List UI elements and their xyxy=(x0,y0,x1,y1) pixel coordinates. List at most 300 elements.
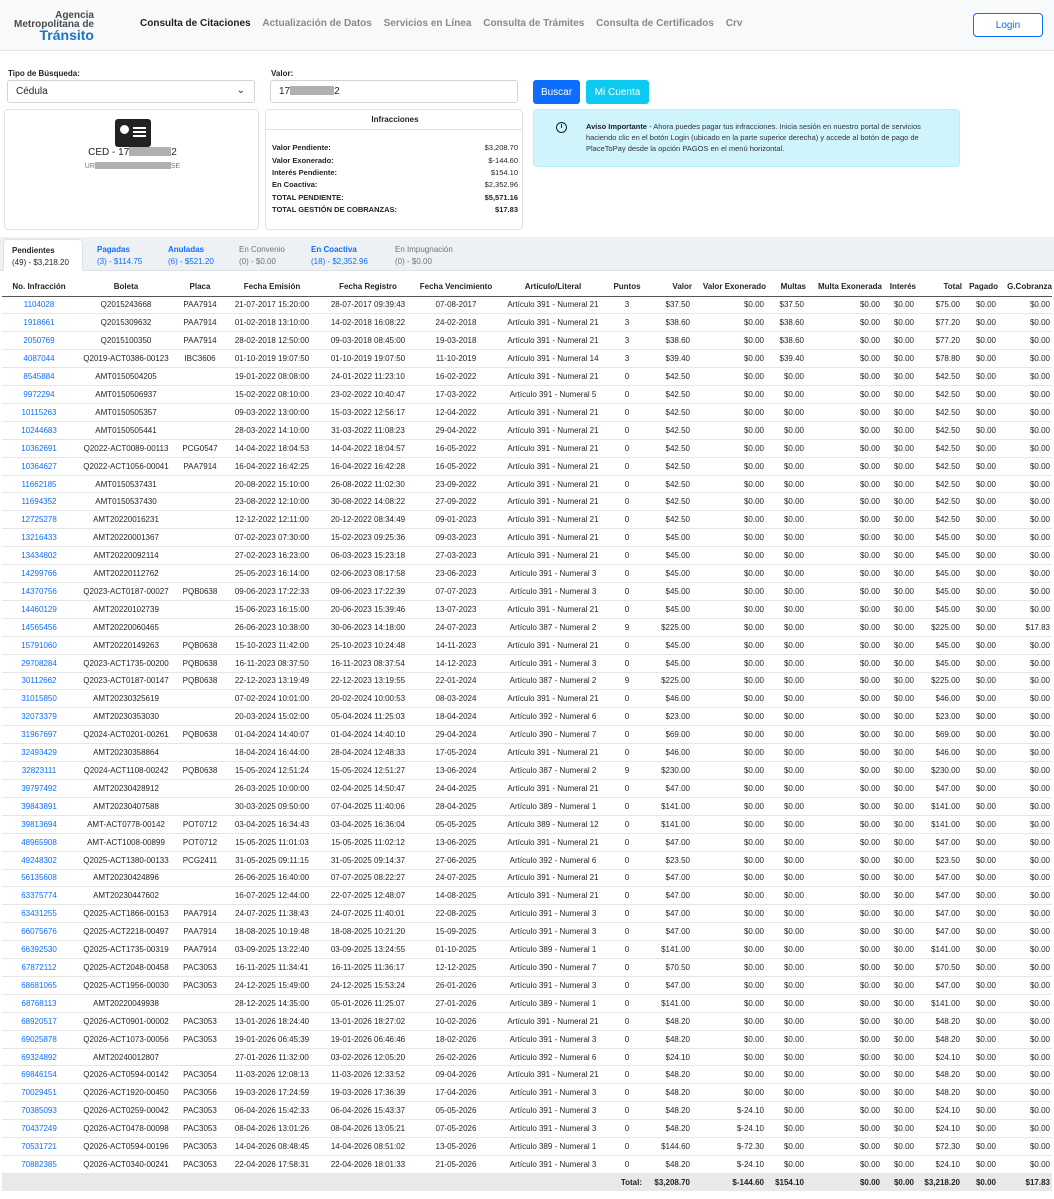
col-boleta-cell: Q2026-ACT0340-00241 xyxy=(76,1156,176,1174)
col-placa-cell: PAA7914 xyxy=(176,314,224,332)
col-valor-cell: $42.50 xyxy=(644,439,692,457)
infraccion-link[interactable]: 69846154 xyxy=(2,1066,76,1084)
total-cobranza: $17.83 xyxy=(998,1173,1052,1191)
col-pagado-cell: $0.00 xyxy=(962,762,998,780)
col-articulo-cell: Artículo 391 - Numeral 21 xyxy=(496,887,610,905)
col-puntos-cell: 0 xyxy=(610,726,644,744)
nav-crv[interactable]: Crv xyxy=(725,18,743,29)
col-placa-cell xyxy=(176,547,224,565)
col-fecha-emision-cell: 19-03-2026 17:24:59 xyxy=(224,1084,320,1102)
col-multas-cell: $0.00 xyxy=(766,779,806,797)
col-fecha-registro-cell: 31-05-2025 09:14:37 xyxy=(320,851,416,869)
col-placa-cell: PAC3056 xyxy=(176,1084,224,1102)
infraccion-link[interactable]: 8545884 xyxy=(2,368,76,386)
col-valor-cell: $48.20 xyxy=(644,1012,692,1030)
col-cobranza-cell: $0.00 xyxy=(998,905,1052,923)
col-valor-exonerado-cell: $0.00 xyxy=(692,1030,766,1048)
search-value-input[interactable] xyxy=(270,80,518,103)
col-cobranza-cell: $0.00 xyxy=(998,726,1052,744)
col-fecha-emision-cell: 12-12-2022 12:11:00 xyxy=(224,511,320,529)
col-pagado-cell: $0.00 xyxy=(962,959,998,977)
table-row xyxy=(2,1138,1052,1156)
col-valor-cell: $48.20 xyxy=(644,1084,692,1102)
col-fecha-registro-cell: 14-04-2022 18:04:57 xyxy=(320,439,416,457)
mi-cuenta-button[interactable]: Mi Cuenta xyxy=(586,80,649,104)
col-total-cell: $45.00 xyxy=(916,547,962,565)
col-multas-cell: $0.00 xyxy=(766,1102,806,1120)
infraccion-link[interactable]: 11694352 xyxy=(2,493,76,511)
table-row xyxy=(2,976,1052,994)
col-articulo-cell: Artículo 391 - Numeral 21 xyxy=(496,368,610,386)
infraccion-link[interactable]: 70385093 xyxy=(2,1102,76,1120)
infraccion-link[interactable]: 70882385 xyxy=(2,1156,76,1174)
col-puntos-cell: 0 xyxy=(610,529,644,547)
infraccion-link[interactable]: 10115263 xyxy=(2,403,76,421)
col-puntos-cell: 0 xyxy=(610,368,644,386)
col-boleta-cell: AMT20220060465 xyxy=(76,618,176,636)
col-total-cell: $77.20 xyxy=(916,314,962,332)
col-multa-exonerada-cell: $0.00 xyxy=(806,493,882,511)
col-multa-exonerada-cell: $0.00 xyxy=(806,797,882,815)
col-cobranza-cell: $0.00 xyxy=(998,1138,1052,1156)
col-placa-cell: PQB0638 xyxy=(176,672,224,690)
infraccion-link[interactable]: 48965908 xyxy=(2,833,76,851)
col-fecha-vencimiento-cell: 17-03-2022 xyxy=(416,386,496,404)
col-total-cell: $77.20 xyxy=(916,332,962,350)
col-puntos-cell: 0 xyxy=(610,439,644,457)
col-multas-cell: $0.00 xyxy=(766,1048,806,1066)
col-cobranza-cell: $0.00 xyxy=(998,994,1052,1012)
col-pagado-cell: $0.00 xyxy=(962,332,998,350)
col-multas-cell: $0.00 xyxy=(766,690,806,708)
summary-total-cobranzas: TOTAL GESTIÓN DE COBRANZAS: $17.83 xyxy=(272,205,518,214)
table-row xyxy=(2,797,1052,815)
col-fecha-emision-cell: 28-12-2025 14:35:00 xyxy=(224,994,320,1012)
col-cobranza-cell: $0.00 xyxy=(998,779,1052,797)
col-interes-cell: $0.00 xyxy=(882,869,916,887)
col-valor-exonerado-cell: $0.00 xyxy=(692,565,766,583)
col-multa-exonerada-cell: $0.00 xyxy=(806,959,882,977)
col-total-cell: $225.00 xyxy=(916,672,962,690)
col-boleta-cell: AMT20230424896 xyxy=(76,869,176,887)
infraccion-link[interactable]: 49248302 xyxy=(2,851,76,869)
col-total-cell: $42.50 xyxy=(916,386,962,404)
col-fecha-vencimiento-cell: 24-07-2023 xyxy=(416,618,496,636)
col-puntos-cell: 0 xyxy=(610,851,644,869)
col-pagado-cell: $0.00 xyxy=(962,636,998,654)
tab-anuladas[interactable]: Anuladas (6) - $521.20 xyxy=(168,245,214,266)
col-multa-exonerada-cell: $0.00 xyxy=(806,762,882,780)
nav-actualizacion-datos[interactable]: Actualización de Datos xyxy=(262,18,372,29)
infraccion-link[interactable]: 14299766 xyxy=(2,565,76,583)
col-cobranza-cell: $0.00 xyxy=(998,869,1052,887)
infraccion-link[interactable]: 10364627 xyxy=(2,457,76,475)
col-valor-exonerado-cell: $0.00 xyxy=(692,296,766,314)
col-puntos-cell: 0 xyxy=(610,905,644,923)
infraccion-link[interactable]: 39797492 xyxy=(2,779,76,797)
col-boleta-cell: Q2026-ACT0478-00098 xyxy=(76,1120,176,1138)
col-valor-cell: $42.50 xyxy=(644,493,692,511)
nav-servicios-linea[interactable]: Servicios en Línea xyxy=(383,18,472,29)
infraccion-link[interactable]: 32493429 xyxy=(2,744,76,762)
infraccion-link[interactable]: 70437249 xyxy=(2,1120,76,1138)
id-number xyxy=(5,147,260,158)
col-cobranza-cell: $0.00 xyxy=(998,690,1052,708)
col-multa-exonerada-cell: $0.00 xyxy=(806,708,882,726)
col-articulo-cell: Artículo 391 - Numeral 3 xyxy=(496,1084,610,1102)
col-boleta-cell: Q2022-ACT0089-00113 xyxy=(76,439,176,457)
col-multa-exonerada-cell: $0.00 xyxy=(806,1048,882,1066)
col-cobranza-cell: $0.00 xyxy=(998,1012,1052,1030)
infraccion-link[interactable]: 13434802 xyxy=(2,547,76,565)
col-total-cell: $70.50 xyxy=(916,959,962,977)
nav-consulta-citaciones[interactable]: Consulta de Citaciones xyxy=(140,18,251,29)
col-placa-cell xyxy=(176,797,224,815)
col-fecha-emision-cell: 07-02-2024 10:01:00 xyxy=(224,690,320,708)
col-cobranza-cell: $0.00 xyxy=(998,350,1052,368)
col-placa-cell xyxy=(176,744,224,762)
col-placa-cell: PQB0638 xyxy=(176,583,224,601)
col-pagado-cell: $0.00 xyxy=(962,869,998,887)
infraccion-link[interactable]: 11662185 xyxy=(2,475,76,493)
col-boleta-cell: AMT20220149263 xyxy=(76,636,176,654)
col-multa-exonerada-cell: $0.00 xyxy=(806,672,882,690)
col-multa-exonerada-cell: $0.00 xyxy=(806,994,882,1012)
col-interes-cell: $0.00 xyxy=(882,1156,916,1174)
col-articulo-cell: Artículo 387 - Numeral 2 xyxy=(496,762,610,780)
table-row xyxy=(2,386,1052,404)
col-pagado-cell: $0.00 xyxy=(962,1030,998,1048)
col-multas-cell: $0.00 xyxy=(766,1138,806,1156)
infraccion-link[interactable]: 1104028 xyxy=(2,296,76,314)
col-placa-cell xyxy=(176,779,224,797)
infracciones-table-wrapper xyxy=(2,278,1052,1191)
infraccion-link[interactable]: 14565456 xyxy=(2,618,76,636)
col-boleta-cell: Q2015100350 xyxy=(76,332,176,350)
infraccion-link[interactable]: 32073379 xyxy=(2,708,76,726)
col-valor-cell: $45.00 xyxy=(644,600,692,618)
col-valor-cell: $23.00 xyxy=(644,708,692,726)
col-multa-exonerada-header: Multa Exonerada xyxy=(806,278,882,296)
col-cobranza-cell: $0.00 xyxy=(998,1120,1052,1138)
nav-consulta-tramites[interactable]: Consulta de Trámites xyxy=(483,18,585,29)
col-valor-exonerado-cell: $0.00 xyxy=(692,439,766,457)
infraccion-link[interactable]: 69324892 xyxy=(2,1048,76,1066)
col-interes-cell: $0.00 xyxy=(882,511,916,529)
col-cobranza-cell: $0.00 xyxy=(998,636,1052,654)
col-interes-cell: $0.00 xyxy=(882,583,916,601)
table-row xyxy=(2,511,1052,529)
col-multa-exonerada-cell: $0.00 xyxy=(806,421,882,439)
col-valor-cell: $48.20 xyxy=(644,1156,692,1174)
id-name-prefix: UR xyxy=(84,163,95,170)
col-puntos-cell: 0 xyxy=(610,1048,644,1066)
col-puntos-cell: 0 xyxy=(610,1066,644,1084)
col-fecha-vencimiento-cell: 27-06-2025 xyxy=(416,851,496,869)
col-multas-cell: $0.00 xyxy=(766,887,806,905)
col-no-infraccion-header: No. Infracción xyxy=(2,278,76,296)
col-fecha-emision-cell: 14-04-2022 18:04:53 xyxy=(224,439,320,457)
col-fecha-vencimiento-cell: 07-07-2023 xyxy=(416,583,496,601)
col-articulo-cell: Artículo 391 - Numeral 21 xyxy=(496,493,610,511)
col-multa-exonerada-cell: $0.00 xyxy=(806,565,882,583)
infraccion-link[interactable]: 1918661 xyxy=(2,314,76,332)
col-puntos-cell: 0 xyxy=(610,421,644,439)
infraccion-link[interactable]: 39843891 xyxy=(2,797,76,815)
col-multas-cell: $0.00 xyxy=(766,547,806,565)
infraccion-link[interactable]: 12725278 xyxy=(2,511,76,529)
col-cobranza-cell: $0.00 xyxy=(998,511,1052,529)
col-fecha-vencimiento-cell: 23-06-2023 xyxy=(416,565,496,583)
col-multas-cell: $0.00 xyxy=(766,797,806,815)
col-fecha-emision-cell: 20-03-2024 15:02:00 xyxy=(224,708,320,726)
col-interes-cell: $0.00 xyxy=(882,941,916,959)
table-row xyxy=(2,941,1052,959)
total-label: Total: xyxy=(2,1173,644,1191)
col-multas-cell: $37.50 xyxy=(766,296,806,314)
col-fecha-vencimiento-cell: 19-03-2018 xyxy=(416,332,496,350)
col-fecha-vencimiento-cell: 14-11-2023 xyxy=(416,636,496,654)
col-valor-exonerado-cell: $0.00 xyxy=(692,797,766,815)
col-fecha-vencimiento-cell: 05-05-2025 xyxy=(416,815,496,833)
infraccion-link[interactable]: 67872112 xyxy=(2,959,76,977)
col-interes-cell: $0.00 xyxy=(882,654,916,672)
col-multas-cell: $0.00 xyxy=(766,403,806,421)
id-name-suffix: SE xyxy=(170,163,181,170)
col-fecha-registro-cell: 07-04-2025 11:40:06 xyxy=(320,797,416,815)
tab-pendientes[interactable]: Pendientes (49) - $3,218.20 xyxy=(3,239,83,271)
col-fecha-registro-cell: 09-03-2018 08:45:00 xyxy=(320,332,416,350)
col-valor-exonerado-cell: $0.00 xyxy=(692,654,766,672)
col-fecha-vencimiento-cell: 29-04-2024 xyxy=(416,726,496,744)
infraccion-link[interactable]: 14460129 xyxy=(2,600,76,618)
col-interes-cell: $0.00 xyxy=(882,565,916,583)
col-boleta-cell: Q2023-ACT0187-00027 xyxy=(76,583,176,601)
col-multa-exonerada-cell: $0.00 xyxy=(806,529,882,547)
col-puntos-cell: 0 xyxy=(610,869,644,887)
col-interes-cell: $0.00 xyxy=(882,994,916,1012)
amt-logo[interactable] xyxy=(13,10,97,43)
col-valor-cell: $45.00 xyxy=(644,547,692,565)
infraccion-link[interactable]: 56135608 xyxy=(2,869,76,887)
nav-links xyxy=(140,18,751,29)
infraccion-link[interactable]: 30112662 xyxy=(2,672,76,690)
infraccion-link[interactable]: 70531721 xyxy=(2,1138,76,1156)
infraccion-link[interactable]: 63375774 xyxy=(2,887,76,905)
col-total-cell: $24.10 xyxy=(916,1048,962,1066)
col-valor-exonerado-cell: $0.00 xyxy=(692,708,766,726)
infraccion-link[interactable]: 4087044 xyxy=(2,350,76,368)
col-boleta-cell: Q2026-ACT0594-00142 xyxy=(76,1066,176,1084)
col-multas-cell: $0.00 xyxy=(766,618,806,636)
col-total-cell: $48.20 xyxy=(916,1012,962,1030)
col-cobranza-cell: $0.00 xyxy=(998,1066,1052,1084)
infraccion-link[interactable]: 10362691 xyxy=(2,439,76,457)
col-fecha-registro-cell: 03-02-2026 12:05:20 xyxy=(320,1048,416,1066)
col-interes-cell: $0.00 xyxy=(882,1030,916,1048)
col-boleta-cell: Q2025-ACT1956-00030 xyxy=(76,976,176,994)
col-fecha-emision-cell: 06-04-2026 15:42:33 xyxy=(224,1102,320,1120)
col-placa-cell xyxy=(176,887,224,905)
col-total-cell: $69.00 xyxy=(916,726,962,744)
col-valor-cell: $37.50 xyxy=(644,296,692,314)
col-placa-cell: PAA7914 xyxy=(176,941,224,959)
infraccion-link[interactable]: 29708284 xyxy=(2,654,76,672)
col-fecha-registro-cell: 20-02-2024 10:00:53 xyxy=(320,690,416,708)
col-articulo-cell: Artículo 391 - Numeral 21 xyxy=(496,511,610,529)
col-valor-exonerado-cell: $0.00 xyxy=(692,905,766,923)
col-multa-exonerada-cell: $0.00 xyxy=(806,439,882,457)
infraccion-link[interactable]: 68681065 xyxy=(2,976,76,994)
col-fecha-emision-cell: 15-05-2024 12:51:24 xyxy=(224,762,320,780)
col-total-cell: $45.00 xyxy=(916,654,962,672)
col-pagado-cell: $0.00 xyxy=(962,815,998,833)
col-fecha-registro-cell: 28-07-2017 09:39:43 xyxy=(320,296,416,314)
infraccion-link[interactable]: 69025878 xyxy=(2,1030,76,1048)
col-puntos-cell: 0 xyxy=(610,583,644,601)
infraccion-link[interactable]: 10244683 xyxy=(2,421,76,439)
col-total-cell: $45.00 xyxy=(916,583,962,601)
table-row xyxy=(2,368,1052,386)
col-valor-exonerado-cell: $0.00 xyxy=(692,833,766,851)
col-fecha-vencimiento-cell: 13-07-2023 xyxy=(416,600,496,618)
col-fecha-emision-cell: 08-04-2026 13:01:26 xyxy=(224,1120,320,1138)
col-fecha-registro-cell: 01-10-2019 19:07:50 xyxy=(320,350,416,368)
table-row xyxy=(2,905,1052,923)
col-cobranza-cell: $0.00 xyxy=(998,314,1052,332)
login-button[interactable]: Login xyxy=(973,13,1043,37)
infracciones-table xyxy=(2,278,1052,1191)
infraccion-link[interactable]: 2050769 xyxy=(2,332,76,350)
infraccion-link[interactable]: 15791060 xyxy=(2,636,76,654)
col-valor-cell: $42.50 xyxy=(644,511,692,529)
table-row xyxy=(2,332,1052,350)
col-valor-cell: $48.20 xyxy=(644,1030,692,1048)
col-boleta-cell: Q2026-ACT0901-00002 xyxy=(76,1012,176,1030)
col-puntos-cell: 0 xyxy=(610,976,644,994)
status-tabs xyxy=(0,237,1054,271)
infraccion-link[interactable]: 39813694 xyxy=(2,815,76,833)
col-valor-cell: $42.50 xyxy=(644,421,692,439)
col-articulo-cell: Artículo 391 - Numeral 21 xyxy=(496,421,610,439)
col-fecha-emision-cell: 24-12-2025 15:49:00 xyxy=(224,976,320,994)
col-articulo-cell: Artículo 391 - Numeral 21 xyxy=(496,457,610,475)
col-placa-cell: PAC3053 xyxy=(176,1156,224,1174)
tab-pagadas[interactable]: Pagadas (3) - $114.75 xyxy=(97,245,143,266)
infraccion-link[interactable]: 66075676 xyxy=(2,923,76,941)
total-exonerado: $-144.60 xyxy=(692,1173,766,1191)
col-interes-cell: $0.00 xyxy=(882,1102,916,1120)
col-valor-cell: $47.00 xyxy=(644,923,692,941)
col-fecha-emision-cell: 16-11-2025 11:34:41 xyxy=(224,959,320,977)
table-row xyxy=(2,1102,1052,1120)
col-fecha-vencimiento-cell: 21-05-2026 xyxy=(416,1156,496,1174)
tab-en-convenio[interactable]: En Convenio (0) - $0.00 xyxy=(239,245,285,266)
col-placa-cell: POT0712 xyxy=(176,833,224,851)
col-multa-exonerada-cell: $0.00 xyxy=(806,815,882,833)
col-articulo-cell: Artículo 391 - Numeral 21 xyxy=(496,1012,610,1030)
col-pagado-cell: $0.00 xyxy=(962,976,998,994)
buscar-button[interactable]: Buscar xyxy=(533,80,580,104)
col-fecha-registro-cell: 22-04-2026 18:01:33 xyxy=(320,1156,416,1174)
col-multa-exonerada-cell: $0.00 xyxy=(806,851,882,869)
nav-consulta-certificados[interactable]: Consulta de Certificados xyxy=(596,18,714,29)
col-articulo-cell: Artículo 391 - Numeral 21 xyxy=(496,296,610,314)
col-fecha-registro-cell: 15-05-2024 12:51:27 xyxy=(320,762,416,780)
table-row xyxy=(2,1120,1052,1138)
table-row xyxy=(2,421,1052,439)
total-pagado: $0.00 xyxy=(962,1173,998,1191)
infraccion-link[interactable]: 68920517 xyxy=(2,1012,76,1030)
col-fecha-registro-cell: 14-04-2026 08:51:02 xyxy=(320,1138,416,1156)
col-articulo-cell: Artículo 391 - Numeral 3 xyxy=(496,1156,610,1174)
col-pagado-cell: $0.00 xyxy=(962,1048,998,1066)
col-valor-cell: $47.00 xyxy=(644,905,692,923)
infraccion-link[interactable]: 66392530 xyxy=(2,941,76,959)
col-total-cell: $46.00 xyxy=(916,690,962,708)
col-valor-cell: $47.00 xyxy=(644,833,692,851)
col-pagado-cell: $0.00 xyxy=(962,529,998,547)
infraccion-link[interactable]: 32823111 xyxy=(2,762,76,780)
col-valor-cell: $23.50 xyxy=(644,851,692,869)
table-row xyxy=(2,529,1052,547)
col-fecha-emision-cell: 26-03-2025 10:00:00 xyxy=(224,779,320,797)
col-pagado-cell: $0.00 xyxy=(962,941,998,959)
col-valor-exonerado-cell: $0.00 xyxy=(692,386,766,404)
col-articulo-cell: Artículo 391 - Numeral 21 xyxy=(496,636,610,654)
col-multas-cell: $0.00 xyxy=(766,511,806,529)
infraccion-link[interactable]: 14370756 xyxy=(2,583,76,601)
col-boleta-cell: Q2015309632 xyxy=(76,314,176,332)
table-row xyxy=(2,690,1052,708)
col-total-cell: $47.00 xyxy=(916,779,962,797)
col-multa-exonerada-cell: $0.00 xyxy=(806,1012,882,1030)
col-boleta-cell: Q2026-ACT0594-00196 xyxy=(76,1138,176,1156)
infraccion-link[interactable]: 31967697 xyxy=(2,726,76,744)
col-boleta-cell: AMT-ACT1008-00899 xyxy=(76,833,176,851)
table-row xyxy=(2,1066,1052,1084)
infraccion-link[interactable]: 31015850 xyxy=(2,690,76,708)
table-row xyxy=(2,439,1052,457)
col-boleta-cell: Q2024-ACT1108-00242 xyxy=(76,762,176,780)
col-total-cell: $45.00 xyxy=(916,600,962,618)
col-fecha-vencimiento-cell: 07-08-2017 xyxy=(416,296,496,314)
col-fecha-registro-cell: 30-06-2023 14:18:00 xyxy=(320,618,416,636)
col-puntos-cell: 0 xyxy=(610,475,644,493)
infraccion-link[interactable]: 13216433 xyxy=(2,529,76,547)
infraccion-link[interactable]: 9972294 xyxy=(2,386,76,404)
col-fecha-registro-cell: 20-06-2023 15:39:46 xyxy=(320,600,416,618)
col-total-cell: $45.00 xyxy=(916,636,962,654)
col-valor-exonerado-cell: $0.00 xyxy=(692,583,766,601)
search-type-select[interactable] xyxy=(7,80,255,103)
infraccion-link[interactable]: 63431255 xyxy=(2,905,76,923)
col-fecha-emision-cell: 23-08-2022 12:10:00 xyxy=(224,493,320,511)
tab-en-coactiva[interactable]: En Coactiva (18) - $2,352.96 xyxy=(311,245,368,266)
col-total-cell: $42.50 xyxy=(916,511,962,529)
col-multa-exonerada-cell: $0.00 xyxy=(806,726,882,744)
col-valor-cell: $42.50 xyxy=(644,475,692,493)
col-puntos-cell: 0 xyxy=(610,1012,644,1030)
col-puntos-cell: 0 xyxy=(610,403,644,421)
col-pagado-cell: $0.00 xyxy=(962,511,998,529)
tab-en-impugnacion[interactable]: En Impugnación (0) - $0.00 xyxy=(395,245,453,266)
infraccion-link[interactable]: 70029451 xyxy=(2,1084,76,1102)
col-valor-exonerado-cell: $0.00 xyxy=(692,815,766,833)
col-puntos-cell: 0 xyxy=(610,994,644,1012)
col-multas-cell: $38.60 xyxy=(766,314,806,332)
infraccion-link[interactable]: 68768113 xyxy=(2,994,76,1012)
